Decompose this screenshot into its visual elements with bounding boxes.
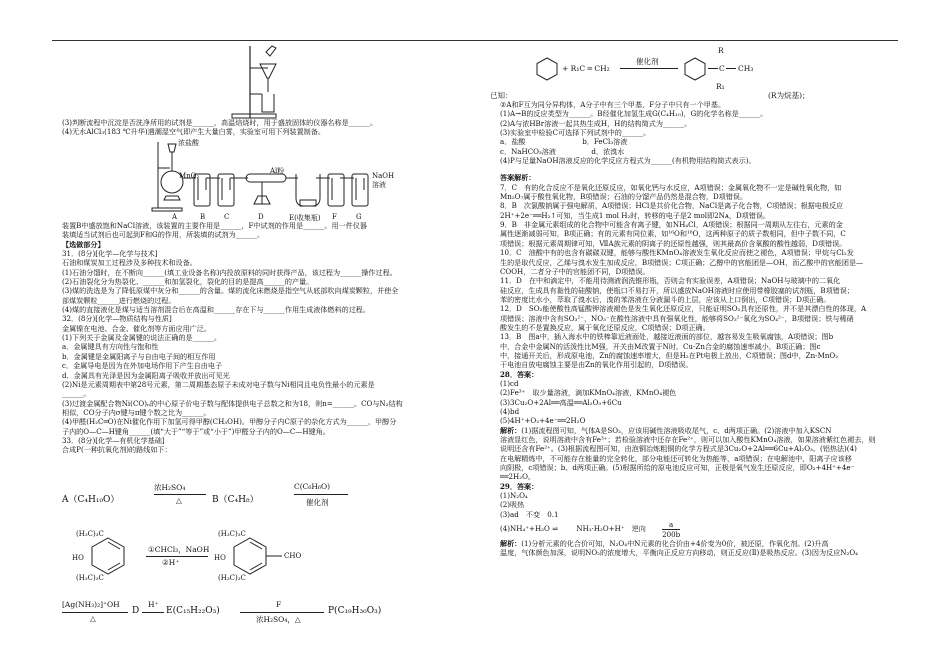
- label-a: A: [172, 213, 178, 221]
- hint-cc: C: [719, 64, 725, 73]
- ring-sub-top: (H₃C)₃C: [76, 530, 104, 538]
- q33-part: ②A和F互为同分异构体，A分子中有三个甲基，F分子中只有一个甲基。: [500, 100, 726, 109]
- answer-28-line: (3)3Cu₂O+2Al══高温══Al₂O₃+6Cu: [500, 397, 622, 407]
- reagent-2-bottom: 催化剂: [306, 498, 329, 507]
- ring2-cho: CHO: [284, 552, 302, 560]
- q31-line: (4)煤的直接液化是煤与适当溶剂混合后在高温和______存在下与______作用生成液体燃料的过程。: [62, 305, 370, 315]
- hint-catalyst: 催化剂: [636, 57, 659, 66]
- benzene-ring-1: [88, 534, 128, 578]
- answer-line: 11．D 在中和滴定中，不能用待测液润洗锥形瓶，否则会有实验误差，A项错误；NaOH与玻璃中的二氧化: [500, 276, 841, 286]
- left-column: [62, 118, 467, 137]
- hint-ch3: CH₃: [738, 64, 754, 73]
- answer-29-line: (3)ad 不变 0.1: [500, 509, 559, 519]
- answer-29-title: 29．答案：: [500, 481, 539, 491]
- label-b: B: [200, 213, 206, 221]
- answer-line: COOH，二者分子中的官能团不同，D项错误。: [500, 266, 650, 276]
- answer-28-line: (4)bd: [500, 407, 520, 416]
- question-4: (4)无水AlCl₃(183 ℃升华)遇潮湿空气即产生大量白雾，实验室可用下列装置制备。: [62, 127, 325, 137]
- q31-line: (1)石油分馏时，在不断向______(填工业设备名称)内投放原料的同时获得产品，该过程为______操作过程。: [62, 267, 397, 277]
- compound-d: D: [132, 606, 140, 616]
- hint-arrow: [620, 68, 678, 69]
- explanation-28-line: 溶液显红色，说明溶液中含有Fe³⁺；若检验溶液中还存在Fe²⁺，则可以加入酸性KMnO₄溶液，如果溶液紫红色褪去，则: [500, 435, 876, 445]
- label-e: E(收集瓶): [289, 214, 321, 222]
- answer-29-part4: [500, 519, 898, 539]
- left-column-lower: [62, 221, 467, 455]
- benzene-ring-hint: [534, 56, 560, 82]
- label-solution: 溶液: [372, 181, 386, 189]
- label-f: F: [332, 213, 337, 221]
- explanation-28-line: 向阴极，c项错误；b、d两项正确。(5)根据所给的原电池反应可知，正极是氧气发生还原反应，即O₂+4H⁺+4e⁻: [500, 463, 855, 473]
- label-naoh: NaOH: [372, 172, 395, 180]
- answer-line: 干电池自放电腐蚀主要是由Zn的氧化作用引起的，D项错误。: [500, 360, 693, 370]
- q32-line: ______。: [62, 389, 91, 399]
- ring2-sub-top: (H₃C)₃C: [218, 530, 246, 538]
- equilibrium-arrow-icon: ⇌: [552, 524, 559, 534]
- explanation-29-line-2: 温度，气体颜色加深，说明NO₂的浓度增大，平衡向正反应方向移动，则正反应(Ⅱ)是吸热反应。(3)因为反应N₂O₄: [500, 548, 859, 558]
- q32-line: 子内的O—C—H键角______(填“大于”“等于”或“小于”)甲醛分子内的O—C—H键角。: [62, 426, 330, 436]
- ring-ho: HO: [72, 554, 84, 562]
- explanation-28-line: 在电解精炼中，不可能存在能量的完全转化，部分电能还可转化为热能等，a项错误；在电解池中，阳离子应该移: [500, 453, 852, 463]
- fraction-denominator: 200b: [662, 529, 681, 539]
- answer-line: 7．C 有的化合反应不是氧化还原反应，如氧化钙与水反应，A项错误；金属氧化物不一定是碱性氧化物，如: [500, 182, 842, 192]
- answer-line: 10．C 油酸中有的也含有碳碳双键，能够与酸性KMnO₄溶液发生氧化反应而使之褪色，A项错误；甲烷与Cl₂发: [500, 248, 854, 258]
- explanation-28-line: 说明还含有Fe²⁺。(3)根据流程图可知，由泡铜冶炼粗铜的化学方程式是3Cu₂O+2Al══6Cu+Al₂O₃。(铝热法)(4): [500, 444, 857, 454]
- q33-part: (2)A与浓HBr溶液一起共热生成H，H的结构简式为______。: [500, 118, 692, 128]
- synthesis-scheme: [62, 478, 462, 668]
- answer-title: 答案解析：: [500, 173, 536, 183]
- hint-note: (R为烷基)；: [768, 91, 810, 100]
- answer-line: 硅反应，生成具有黏性的硅酸钠，使瓶口不易打开，所以盛放NaOH溶液时应使用带橡胶塞的试剂瓶，B项错误；: [500, 285, 854, 295]
- q31-line: (2)石油裂化分为热裂化、______和加氢裂化，裂化的目的是提高______的产量。: [62, 277, 314, 287]
- question-3: (3)判断流程中沉淀是否洗净所用的试剂是______，高温焙烧时，用于盛放固体的仪器名称是______。: [62, 118, 378, 127]
- q33-part: (3)实验室中检验C可选择下列试剂中的______。: [500, 128, 651, 138]
- fraction-numerator: a: [662, 520, 680, 530]
- answer-line: 12．D SO₂能使酸性高锰酸钾溶液褪色是发生氧化还原反应，只能证明SO₂具有还原性，并不是其漂白性的体现，A: [500, 304, 867, 314]
- explanation-28-line: ══2H₂O。: [500, 472, 535, 482]
- bond-1: [708, 68, 718, 69]
- answer-line: 属性逐渐减弱可知，B项正确；有的元素有同位素，如¹⁶O和¹⁸O，这两种原子的质子数相同，但中子数不同，C: [500, 229, 846, 239]
- q32-line: (2)Ni是元素周期表中第28号元素，第二周期基态原子未成对电子数与Ni相同且电负性最小的元素是: [62, 379, 375, 389]
- answer-line: 中，合金中金属N的活泼性比M强，开关由M改置于N时，Cu-Zn合金的腐蚀速率减小，B项正确；图c: [500, 341, 821, 351]
- answer-line: 项错误；根据元素周期律可知，ⅦA族元素的阴离子的还原性越强，则其最高价含氧酸的酸性越弱，D项错误。: [500, 238, 847, 248]
- q33-option: c．NaHCO₃溶液 d．浓溴水: [500, 146, 625, 156]
- answer-29-line: (1)N₂O₄: [500, 491, 528, 501]
- label-conc-acid: 浓盐酸: [178, 139, 199, 147]
- q33-option: a．盐酸 b．FeCl₃溶液: [500, 137, 628, 147]
- answer-29-4-prefix: (4)NH₄⁺+H₂O: [500, 524, 550, 534]
- known-reaction: [490, 44, 890, 106]
- explanation-28-line: (1)据流程图可知，气体A是SO₂，应该用碱性溶液吸收尾气，c、d两项正确。(2)溶液中加入KSCN: [521, 425, 832, 435]
- answer-line: 苯的密度比水小，萃取了溴水后，溴的苯溶液在分液漏斗的上层，应该从上口倒出，C项错误；D项正确。: [500, 294, 831, 304]
- fraction: [662, 520, 680, 539]
- label-mno2: MnO₂: [179, 172, 200, 180]
- arrow-6: [240, 612, 324, 613]
- answer-28-title: 28．答案：: [500, 369, 539, 379]
- header-rule: [52, 40, 898, 41]
- reagent-1-top: 浓H₂SO₄: [154, 483, 186, 492]
- compound-p: P(C₁₉H₃₀O₃): [328, 606, 382, 616]
- label-c: C: [224, 213, 230, 221]
- reagent-6-bottom: 浓H₂SO₄，△: [256, 615, 301, 624]
- q31-line: 石油和煤炭加工过程涉及多种技术和设备。: [62, 258, 197, 268]
- label-d: D: [258, 213, 264, 221]
- q33-line: 33．(8分)[化学—有机化学基础]: [62, 435, 165, 445]
- answer-29-line: (2)吸热: [500, 500, 525, 510]
- arrow-5: [142, 612, 164, 613]
- right-column: [500, 100, 898, 558]
- q32-line: a．金属键具有方向性与饱和性: [62, 342, 159, 352]
- reagent-6-top: F: [276, 600, 282, 609]
- reagent-3-top: ①CHCl₃，NaOH: [148, 545, 210, 554]
- section-title: 【选做部分】: [62, 239, 105, 249]
- label-g: G: [356, 213, 362, 221]
- answer-line: 生的是取代反应，乙烯与溴水发生加成反应，B项错误；C项正确；乙醇中的官能团是—OH，而乙酸中的官能团是—: [500, 257, 864, 267]
- after-apparatus-1: 装置B中盛放饱和NaCl溶液，该装置的主要作用是______，F中试剂的作用是______。用一件仪器: [62, 221, 367, 230]
- answer-line: 中，接通开关后，形成原电池，Zn的腐蚀速率增大，但是H₂在Pt电极上放出，C项错误；图d中，Zn-MnO₂: [500, 350, 839, 360]
- reagent-2-top: C(C₆H₆O): [294, 482, 331, 491]
- explanation-29-line: (1)分析元素的化合价可知，N₂O₄中N元素的化合价由+4价变为0价，被还原，作氧化剂。(2)升高: [521, 539, 829, 549]
- reagent-1-bottom: △: [176, 496, 182, 505]
- reagent-4-bottom: △: [90, 614, 96, 623]
- explanation-29-title: 解析：: [500, 539, 522, 549]
- hint-reagent: + R₁C ═ CH₂: [562, 64, 610, 73]
- answer-28-line: (1)cd: [500, 378, 519, 388]
- q32-line: 相似，CO分子内σ键与π键个数之比为______。: [62, 407, 211, 417]
- answer-line: 9．B 非金属元素组成的化合物中可能含有离子键，如NH₄Cl，A项错误；根据同一周期从左往右，元素的金: [500, 220, 843, 230]
- ring2-ho: HO: [214, 554, 226, 562]
- answer-28-line: (2)Fe³⁺ 取少量溶液，滴加KMnO₄溶液，KMnO₄褪色: [500, 388, 677, 398]
- filtration-apparatus-figure: [210, 44, 290, 120]
- after-apparatus-2: 装填适当试剂后也可起到F和G的作用，所装填的试剂为______。: [62, 230, 265, 240]
- answer-29-4-mid: NH₃·H₂O+H⁺ 逆向: [576, 524, 646, 534]
- answer-line: 13．B 图a中，插入海水中的铁棒靠近液面处，越接近液面的部位，越容易发生吸氧腐蚀，A项错误；图b: [500, 332, 834, 342]
- benzene-ring-product: [682, 56, 708, 82]
- answer-line: 2H⁺+2e⁻══H₂↑可知，当生成1 mol H₂时，转移的电子是2 mol即2Nᴀ，D项错误。: [500, 210, 771, 220]
- compound-e: E(C₁₅H₂₂O₃): [166, 606, 220, 616]
- q32-line: (1)下列关于金属及金属键的说法正确的是______。: [62, 333, 222, 343]
- ring-sub-bottom: (H₃C)₃C: [76, 574, 104, 582]
- arrow-1: [154, 494, 206, 495]
- hint-r1: R₁: [716, 82, 725, 91]
- arrow-2: [294, 494, 348, 495]
- answer-line: 项错误；溶液中含有SO₃²⁻，NO₃⁻在酸性溶液中具有强氧化性，能够将SO₃²⁻氧化为SO₄²⁻，B项错误；铁与稀硝: [500, 313, 854, 323]
- q32-line: 32．(8分)[化学—物质结构与性质]: [62, 314, 172, 324]
- q32-line: d．金属具有光泽是因为金属阳离子吸收并放出可见光: [62, 370, 230, 380]
- reagent-4-top: [Ag(NH₃)₂]⁺OH: [62, 600, 120, 609]
- q33-line: 合成P(一种抗氧化剂)的路线如下：: [62, 445, 172, 455]
- hint-r: R: [718, 46, 724, 55]
- explanation-28-title: 解析：: [500, 425, 522, 435]
- q33-part: (4)P与足量NaOH溶液反应的化学反应方程式为______(有机物用结构简式表示)。: [500, 156, 756, 166]
- q32-line: c．金属导电是因为在外加电场作用下产生自由电子: [62, 361, 223, 371]
- arrow-4: [62, 612, 128, 613]
- q32-line: (4)甲醛(H₂C═O)在Ni催化作用下加氢可得甲醇(CH₃OH)。甲醇分子内C原子的杂化方式为______，甲醇分: [62, 417, 397, 427]
- q31-line: 31．(8分)[化学—化学与技术]: [62, 249, 158, 259]
- answer-28-line: (5)4H⁺+O₂+4e⁻══2H₂O: [500, 416, 586, 426]
- benzene-ring-2: [230, 534, 286, 578]
- q31-line: (3)煤的洗选是为了降低原煤中灰分和______的含量。煤的流化床燃烧是指空气从底部吹向煤炭颗粒，并使全: [62, 286, 399, 296]
- ring2-sub-bottom: (H₃C)₃C: [218, 574, 246, 582]
- reagent-5: H⁺: [148, 600, 159, 609]
- q32-line: 金属镍在电池、合金、催化剂等方面应用广泛。: [62, 323, 211, 333]
- compound-b: B（C₄H₈）: [212, 495, 259, 505]
- q32-line: b．金属键是金属阳离子与自由电子间的相互作用: [62, 351, 216, 361]
- arrow-3: [146, 556, 208, 557]
- answer-line: 8．B 次氯酸钠属于强电解质，A项错误；HCl是共价化合物，NaCl是离子化合物，C项错误；根据电极反应: [500, 201, 844, 211]
- answer-line: 酸发生的不是置换反应，属于氧化还原反应，C项错误；D项正确。: [500, 322, 710, 332]
- hint-prefix: 已知：: [490, 91, 513, 100]
- q33-part: (1)A→B的反应类型为______。B经催化加氢生成G(C₄H₁₀)，G的化学名称是______。: [500, 109, 768, 119]
- label-al-powder: Al粉: [270, 167, 285, 175]
- answer-line: Mn₂O₇属于酸性氧化物，B项错误；石油的分馏产品仍然是混合物，D项错误。: [500, 192, 748, 202]
- reagent-3-bottom: ②H⁺: [162, 558, 180, 567]
- q31-line: 部煤炭颗粒______进行燃烧的过程。: [62, 295, 176, 305]
- bond-2: [726, 68, 736, 69]
- compound-a: A（C₄H₁₀O）: [62, 495, 120, 505]
- q32-line: (3)过渡金属配合物Ni(CO)ₙ的中心原子价电子数与配体提供电子总数之和为18，则n=______。CO与N₂结构: [62, 398, 403, 408]
